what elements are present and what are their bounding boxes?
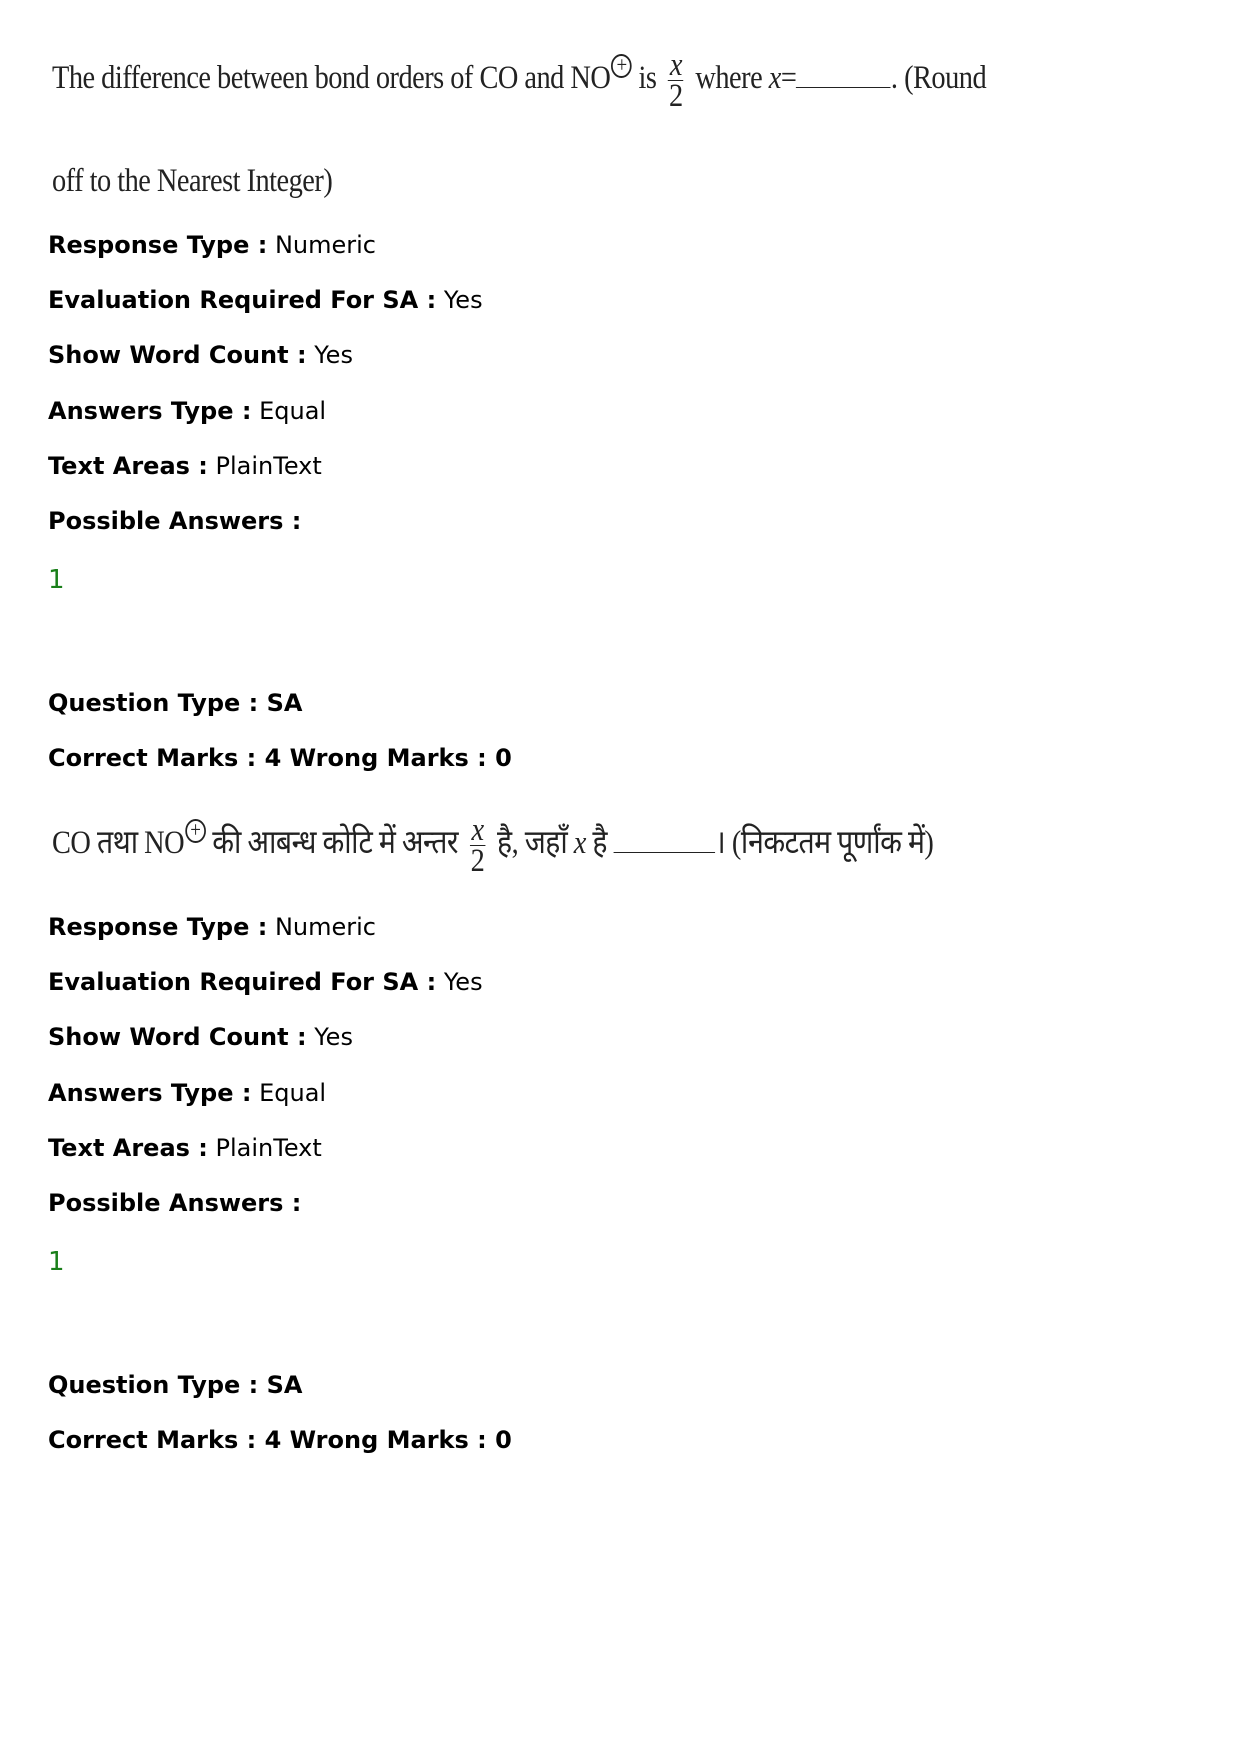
value: Yes: [443, 286, 483, 314]
fraction-denominator: 2: [470, 843, 485, 879]
fraction-numerator: x: [669, 47, 682, 83]
question-1-text-line-2: off to the Nearest Integer): [52, 163, 333, 199]
label: Show Word Count :: [48, 341, 307, 369]
positive-charge-icon: +: [185, 819, 206, 843]
show-word-count-row: [48, 1022, 353, 1052]
marks-row: [48, 1425, 512, 1455]
possible-answers-label: [48, 506, 301, 536]
question-2-text-line: [52, 812, 934, 879]
marks: Correct Marks : 4 Wrong Marks : 0: [48, 1426, 512, 1454]
value: Yes: [314, 1023, 353, 1051]
value: Numeric: [274, 913, 376, 941]
question-type-row: [48, 688, 302, 718]
answer-blank: [796, 86, 891, 88]
marks: Correct Marks : 4 Wrong Marks : 0: [48, 744, 512, 772]
question-text: The difference between bond orders of CO and: [52, 60, 571, 97]
fraction-numerator: x: [471, 812, 484, 848]
label: Answers Type :: [48, 1079, 252, 1107]
marks-row: [48, 743, 512, 773]
question-text: CO तथा: [52, 825, 145, 862]
text-areas-row: [48, 451, 322, 481]
label: Evaluation Required For SA :: [48, 286, 437, 314]
positive-charge-icon: +: [611, 54, 632, 78]
value: Equal: [259, 1079, 327, 1107]
label: Evaluation Required For SA :: [48, 968, 437, 996]
variable: x: [768, 60, 781, 97]
evaluation-required-row: [48, 285, 483, 315]
equals-sign: =: [780, 60, 797, 97]
question-type: Question Type : SA: [48, 1371, 303, 1399]
value: PlainText: [215, 452, 322, 480]
question-text: । (निकटतम पूर्णांक में): [715, 825, 934, 862]
chemical-species: NO: [144, 825, 185, 862]
show-word-count-row: [48, 340, 353, 370]
label: Response Type :: [48, 913, 268, 941]
value: Yes: [443, 968, 483, 996]
question-1-text-line-1: [52, 47, 987, 114]
answers-type-row: [48, 1078, 326, 1108]
possible-answer-value: 1: [48, 565, 65, 595]
answers-type-row: [48, 396, 326, 426]
evaluation-required-row: [48, 967, 483, 997]
label: Possible Answers :: [48, 1189, 302, 1217]
fraction: [668, 47, 684, 114]
question-type: Question Type : SA: [48, 689, 303, 717]
variable: x: [573, 825, 586, 862]
fraction-denominator: 2: [669, 78, 683, 114]
question-text: की आबन्ध कोटि में अन्तर: [205, 825, 465, 862]
label: Possible Answers :: [48, 507, 302, 535]
response-type-row: [48, 912, 376, 942]
question-text: है: [585, 825, 614, 862]
chemical-species: NO: [570, 60, 611, 97]
value: PlainText: [215, 1134, 322, 1162]
question-text: where: [688, 60, 769, 97]
question-text: . (Round: [890, 60, 987, 97]
value: Equal: [259, 397, 327, 425]
possible-answer-value: 1: [48, 1247, 65, 1277]
question-text: है, जहाँ: [490, 825, 574, 862]
label: Text Areas :: [48, 1134, 208, 1162]
answer-blank: [614, 851, 715, 853]
question-text: is: [631, 60, 663, 97]
value: Yes: [314, 341, 353, 369]
label: Response Type :: [48, 231, 268, 259]
fraction: [470, 812, 486, 879]
question-type-row: [48, 1370, 302, 1400]
value: Numeric: [274, 231, 376, 259]
label: Text Areas :: [48, 452, 208, 480]
response-type-row: [48, 230, 376, 260]
label: Show Word Count :: [48, 1023, 307, 1051]
label: Answers Type :: [48, 397, 252, 425]
possible-answers-label: [48, 1188, 301, 1218]
text-areas-row: [48, 1133, 322, 1163]
